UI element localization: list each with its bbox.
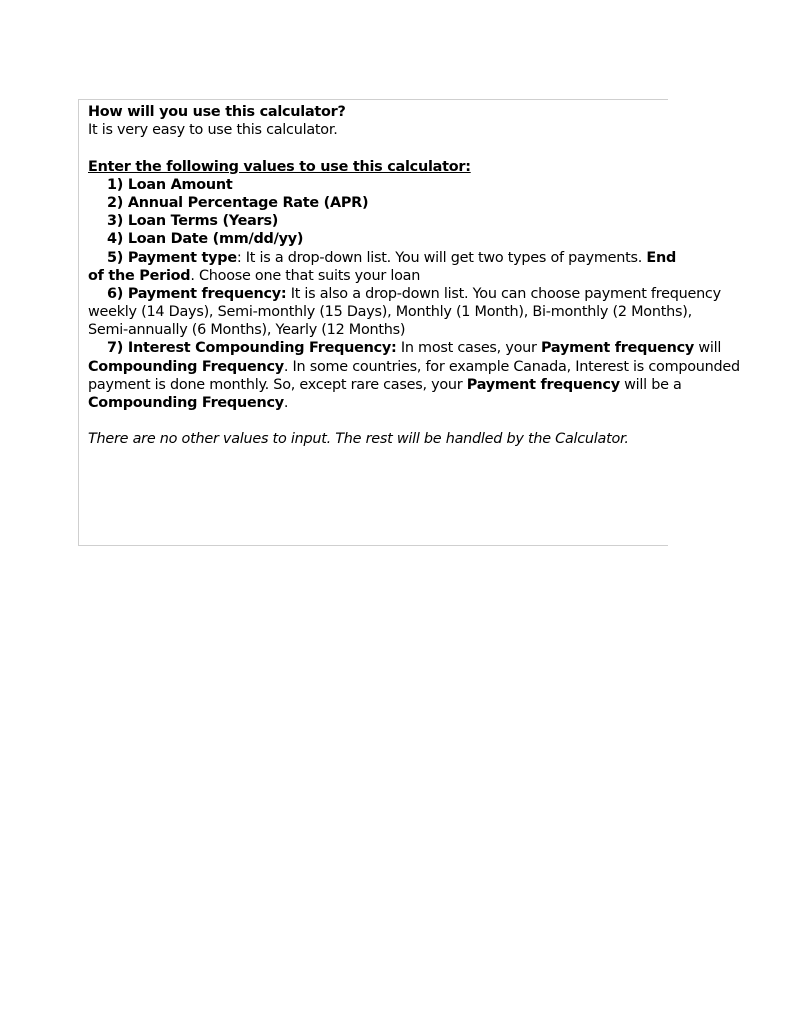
instructions-intro: It is very easy to use this calculator. (88, 122, 338, 139)
payment-frequency-line3: Semi-annually (6 Months), Yearly (12 Months) (88, 322, 406, 339)
interest-compounding-text: In most cases, your (396, 340, 542, 357)
item-loan-terms: 3) Loan Terms (Years) (107, 213, 279, 230)
interest-compounding-frequency: Compounding Frequency (88, 358, 284, 375)
payment-type-text: : It is a drop-down list. You will get two types of payments. (236, 249, 647, 266)
payment-frequency-label: 6) Payment frequency: (107, 285, 287, 302)
item-apr: 2) Annual Percentage Rate (APR) (107, 194, 369, 211)
interest-compounding-text3b: will be a (619, 376, 682, 393)
interest-compounding-line2 (88, 358, 808, 376)
item-loan-amount: 1) Loan Amount (107, 176, 233, 193)
payment-type-text2: . Choose one that suits your loan (190, 267, 421, 284)
enter-values-heading: Enter the following values to use this calculator: (88, 158, 471, 175)
payment-frequency-line2: weekly (14 Days), Semi-monthly (15 Days), Monthly (1 Month), Bi-monthly (2 Months), (88, 304, 692, 321)
item-interest-compounding (88, 339, 808, 357)
interest-compounding-line4 (88, 394, 808, 412)
instructions-text-box (78, 99, 740, 546)
interest-compounding-text4: . (283, 395, 289, 411)
interest-text-after: will (694, 340, 722, 357)
blank-line (88, 139, 808, 157)
interest-compounding-label: 7) Interest Compounding Frequency: (107, 340, 397, 357)
item-loan-date: 4) Loan Date (mm/dd/yy) (107, 231, 304, 248)
interest-payment-frequency-2: Payment frequency (466, 376, 620, 393)
item-payment-type (88, 249, 808, 267)
payment-frequency-text: It is also a drop-down list. You can choose payment frequency (286, 285, 721, 302)
payment-type-end: End (646, 249, 677, 266)
payment-type-of-period: of the Period (88, 267, 191, 284)
instructions-content (88, 103, 808, 449)
instructions-heading: How will you use this calculator? (88, 104, 346, 120)
blank-line (88, 412, 808, 430)
closing-note: There are no other values to input. The rest will be handled by the Calculator. (88, 431, 629, 448)
interest-payment-frequency: Payment frequency (541, 340, 695, 357)
interest-compounding-frequency-2: Compounding Frequency (88, 395, 284, 411)
item-payment-frequency (88, 285, 808, 303)
interest-compounding-line3 (88, 376, 808, 394)
item-payment-type-cont (88, 267, 808, 285)
payment-type-label: 5) Payment type (107, 249, 237, 266)
interest-compounding-text2: . In some countries, for example Canada, Interest is compounded (283, 358, 740, 375)
interest-compounding-text3: payment is done monthly. So, except rare cases, your (88, 376, 467, 393)
